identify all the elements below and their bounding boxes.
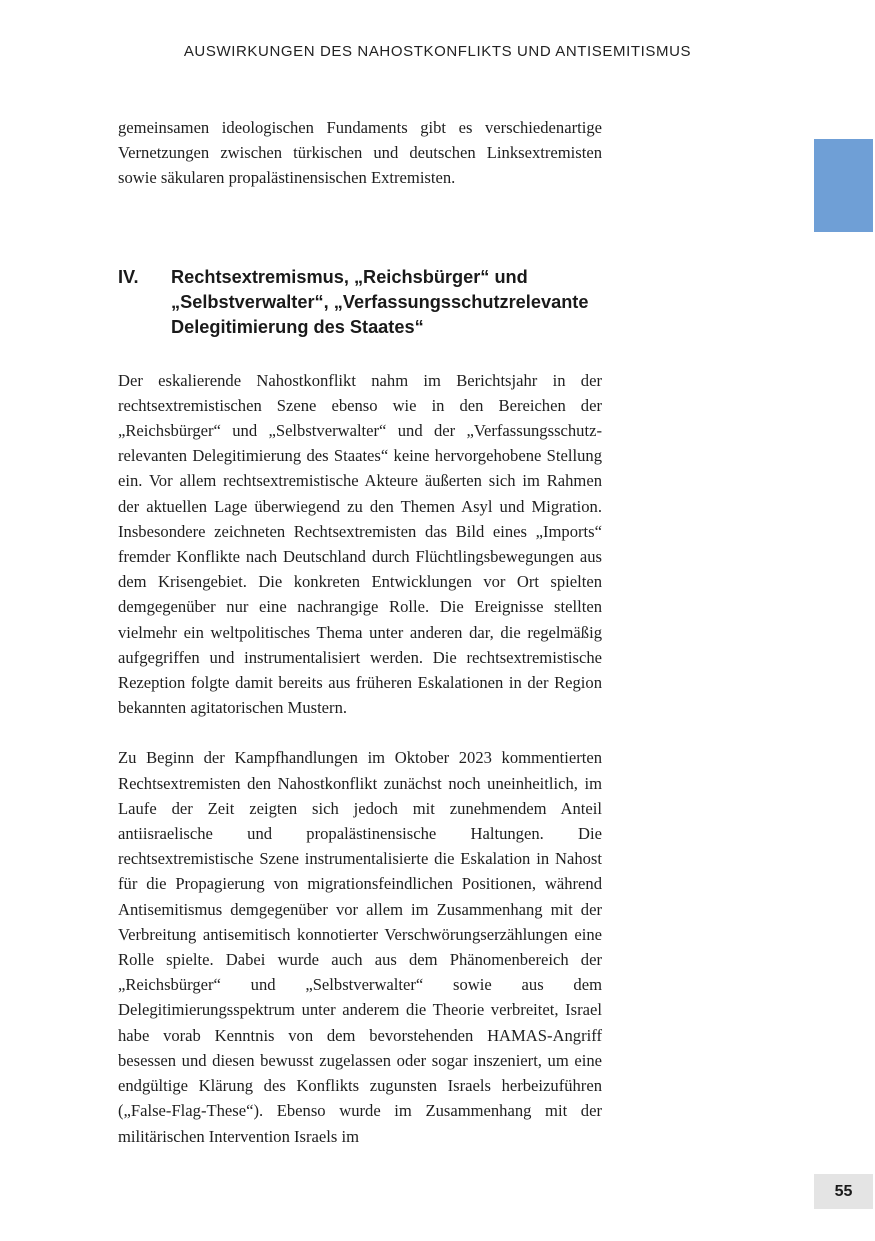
body-paragraph-2: Zu Beginn der Kampfhandlungen im Oktober 2023 kommentierten Rechtsextremisten den Nahostkonflikt zunächst noch uneinheitlich, im Laufe der Zeit zeigten sich jedoch mit zunehmendem Anteil antiisraelische und propalästinensische Haltungen. Die rechtsextremistische Szene instrumentalisierte die Eskalation in Nahost für die Propagierung von migrationsfeindlichen Positionen, während Antisemitismus demgegenüber vor allem im Zusammenhang mit der Verbreitung antisemitisch konnotierter Verschwörungserzählungen eine Rolle spielte. Dabei wurde auch aus dem Phänomenbereich der „Reichsbürger“ und „Selbstverwalter“ sowie aus dem Delegitimierungsspektrum unter anderem die Theorie verbreitet, Israel habe vorab Kenntnis von dem bevorstehenden HAMAS-Angriff besessen und diesen bewusst zugelassen oder sogar inszeniert, um eine endgültige Klärung des Konflikts zugunsten Israels herbeizuführen („False-Flag-These“). Ebenso wurde im Zusammenhang mit der militärischen Intervention Israels im xyxy=(118,748,602,1146)
section-heading xyxy=(118,265,602,340)
section-number: IV. xyxy=(118,266,139,287)
running-header: AUSWIRKUNGEN DES NAHOSTKONFLIKTS UND ANTISEMITISMUS xyxy=(183,43,692,60)
page-number: 55 xyxy=(814,1174,873,1209)
chapter-tab-marker xyxy=(814,139,873,232)
intro-paragraph: gemeinsamen ideologischen Fundaments gibt es verschiedenartige Vernetzungen zwischen türkischen und deutschen Linksextremisten sowie säkularen propalästinensischen Extremisten. xyxy=(118,118,602,188)
section-title: Rechtsextremismus, „Reichsbürger“ und „Selbstverwalter“, „Verfassungsschutzrelevante Delegitimierung des Staates“ xyxy=(171,266,589,337)
page-body xyxy=(118,115,602,1149)
body-paragraph-1: Der eskalierende Nahostkonflikt nahm im Berichtsjahr in der rechtsextremistischen Szene ebenso wie in den Bereichen der „Reichsbürger“ und „Selbstverwalter“ und der „Verfassungsschutzrelevanten Delegitimierung des Staates“ keine hervorgehobene Stellung ein. Vor allem rechtsextremistische Akteure äußerten sich im Rahmen der aktuellen Lage überwiegend zu den Themen Asyl und Migration. Insbesondere zeichneten Rechtsextremisten das Bild eines „Imports“ fremder Konflikte nach Deutschland durch Flüchtlingsbewegungen aus dem Krisengebiet. Die konkreten Entwicklungen vor Ort spielten demgegenüber nur eine nachrangige Rolle. Die Ereignisse stellten vielmehr ein weltpolitisches Thema unter anderen dar, die regelmäßig aufgegriffen und instrumentalisiert werden. Die rechtsextremistische Rezeption folgte damit bereits aus früheren Eskalationen in der Region bekannten agitatorischen Mustern. xyxy=(118,370,602,718)
